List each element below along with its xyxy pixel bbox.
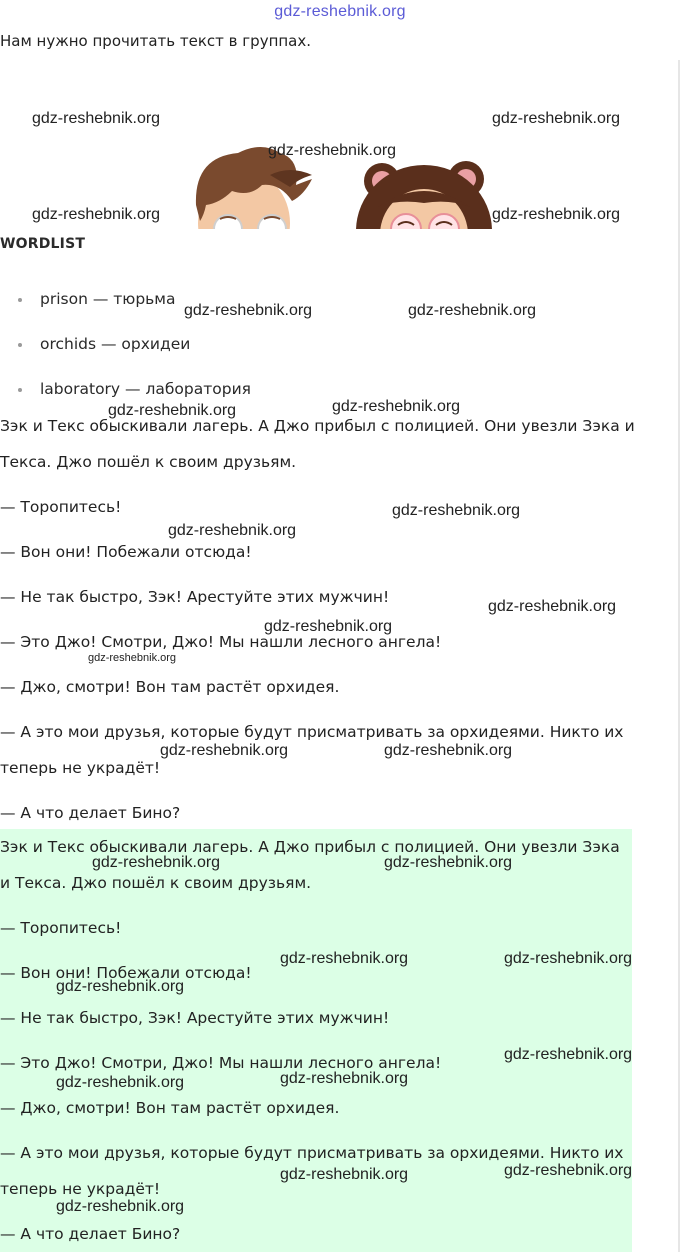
wordlist-item-text: prison — тюрьма [40,290,176,308]
watermark: gdz-reshebnik.org [504,1046,633,1063]
answer-line: — Вон они! Побежали отсюда! [0,964,252,982]
watermark: gdz-reshebnik.org [384,854,513,871]
watermark: gdz-reshebnik.org [492,110,621,127]
wordlist-item-text: orchids — орхидеи [40,335,191,353]
watermark: gdz-reshebnik.org [92,854,221,871]
answer-line: — Не так быстро, Зэк! Арестуйте этих мужчин! [0,1009,390,1027]
watermark: gdz-reshebnik.org [384,742,513,759]
story-line: — А что делает Бино? [0,804,181,822]
answer-line: — А что делает Бино? [0,1225,181,1243]
answer-line: — Это Джо! Смотри, Джо! Мы нашли лесного ангела! [0,1054,442,1072]
wordlist-item [0,335,251,380]
site-header-link[interactable]: gdz-reshebnik.org [274,3,406,20]
watermark: gdz-reshebnik.org [268,142,397,159]
watermark: gdz-reshebnik.org [264,618,393,635]
watermark: gdz-reshebnik.org [56,978,185,995]
intro-text: Нам нужно прочитать текст в группах. [0,32,312,50]
story-line: — Джо, смотри! Вон там растёт орхидея. [0,678,340,696]
watermark: gdz-reshebnik.org [492,206,621,223]
wordlist-item-text: laboratory — лаборатория [40,380,251,398]
watermark: gdz-reshebnik.org [280,1070,409,1087]
watermark: gdz-reshebnik.org [168,522,297,539]
watermark: gdz-reshebnik.org [160,742,289,759]
watermark: gdz-reshebnik.org [280,1166,409,1183]
story-line: — А это мои друзья, которые будут присматривать за орхидеями. Никто их теперь не украдёт! [0,723,624,777]
watermark: gdz-reshebnik.org [108,402,237,419]
answer-highlight-block [0,829,632,1252]
watermark: gdz-reshebnik.org [392,502,521,519]
answer-paragraph: Зэк и Текс обыскивали лагерь. А Джо прибыл с полицией. Они увезли Зэка и Текса. Джо пошёл к своим друзьям. [0,838,620,892]
watermark: gdz-reshebnik.org [88,652,177,664]
girl-character [356,161,492,229]
watermark: gdz-reshebnik.org [408,302,537,319]
watermark: gdz-reshebnik.org [504,1162,633,1179]
answer-line: — Торопитесь! [0,919,122,937]
watermark: gdz-reshebnik.org [184,302,313,319]
watermark: gdz-reshebnik.org [504,950,633,967]
watermark: gdz-reshebnik.org [332,398,461,415]
watermark: gdz-reshebnik.org [488,598,617,615]
story-line: — Торопитесь! [0,498,122,516]
watermark: gdz-reshebnik.org [32,110,161,127]
watermark: gdz-reshebnik.org [280,950,409,967]
bullet-icon [18,388,22,392]
bullet-icon [18,298,22,302]
story-paragraph: Зэк и Текс обыскивали лагерь. А Джо прибыл с полицией. Они увезли Зэка и Текса. Джо пошёл к своим друзьям. [0,417,635,471]
answer-line: — А это мои друзья, которые будут присматривать за орхидеями. Никто их теперь не украдёт! [0,1144,624,1198]
watermark: gdz-reshebnik.org [56,1074,185,1091]
story-line: — Не так быстро, Зэк! Арестуйте этих мужчин! [0,588,390,606]
story-line: — Вон они! Побежали отсюда! [0,543,252,561]
answer-line: — Джо, смотри! Вон там растёт орхидея. [0,1099,340,1117]
watermark: gdz-reshebnik.org [32,206,161,223]
wordlist-heading: WORDLIST [0,236,86,252]
bullet-icon [18,343,22,347]
watermark: gdz-reshebnik.org [56,1198,185,1215]
story-line: — Это Джо! Смотри, Джо! Мы нашли лесного ангела! [0,633,442,651]
